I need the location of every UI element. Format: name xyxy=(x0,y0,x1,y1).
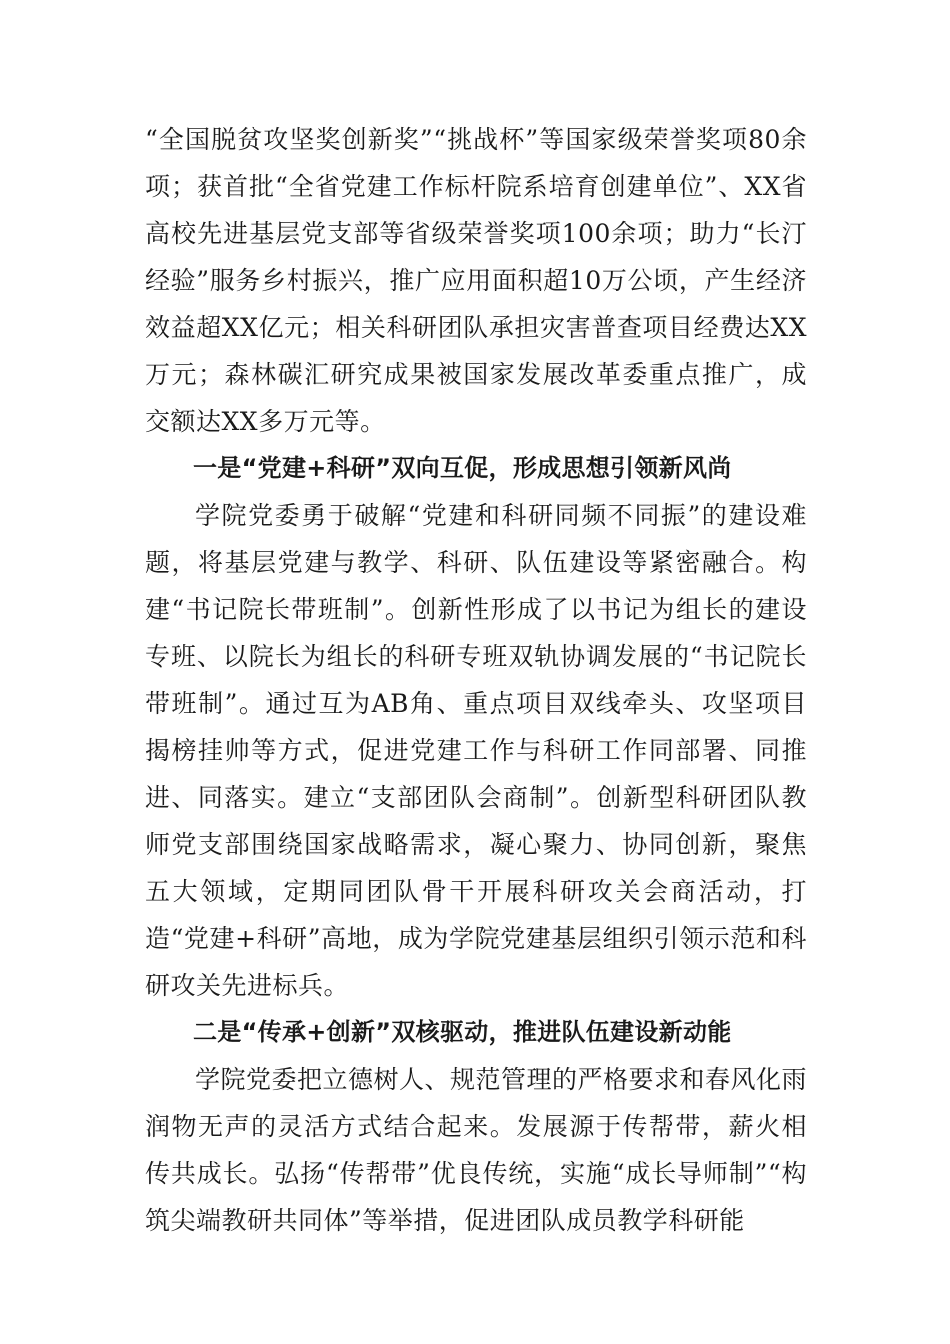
paragraph-awards-continued: “全国脱贫攻坚奖创新奖”“挑战杯”等国家级荣誉奖项80余项；获首批“全省党建工作标杆院系培育创建单位”、XX省高校先进基层党支部等省级荣誉奖项100余项；助力“长汀经验”服务乡村振兴，推广应用面积超10万公顷，产生经济效益超XX亿元；相关科研团队承担灾害普查项目经费达XX万元；森林碳汇研究成果被国家发展改革委重点推广，成交额达XX多万元等。 xyxy=(145,125,807,436)
section-heading-inheritance-innovation: 二是“传承+创新”双核驱动，推进队伍建设新动能 xyxy=(193,1018,732,1046)
document-body xyxy=(145,116,807,1244)
paragraph-party-research: 学院党委勇于破解“党建和科研同频不同振”的建设难题，将基层党建与教学、科研、队伍建设等紧密融合。构建“书记院长带班制”。创新性形成了以书记为组长的建设专班、以院长为组长的科研专班双轨协调发展的“书记院长带班制”。通过互为AB角、重点项目双线牵头、攻坚项目揭榜挂帅等方式，促进党建工作与科研工作同部署、同推进、同落实。建立“支部团队会商制”。创新型科研团队教师党支部围绕国家战略需求，凝心聚力、协同创新，聚焦五大领域，定期同团队骨干开展科研攻关会商活动，打造“党建+科研”高地，成为学院党建基层组织引领示范和科研攻关先进标兵。 xyxy=(145,501,807,1000)
paragraph-inheritance-innovation: 学院党委把立德树人、规范管理的严格要求和春风化雨润物无声的灵活方式结合起来。发展源于传帮带，薪火相传共成长。弘扬“传帮带”优良传统，实施“成长导师制”“构筑尖端教研共同体”等举措，促进团队成员教学科研能 xyxy=(145,1065,808,1235)
section-heading-party-research: 一是“党建+科研”双向互促，形成思想引领新风尚 xyxy=(193,454,732,482)
